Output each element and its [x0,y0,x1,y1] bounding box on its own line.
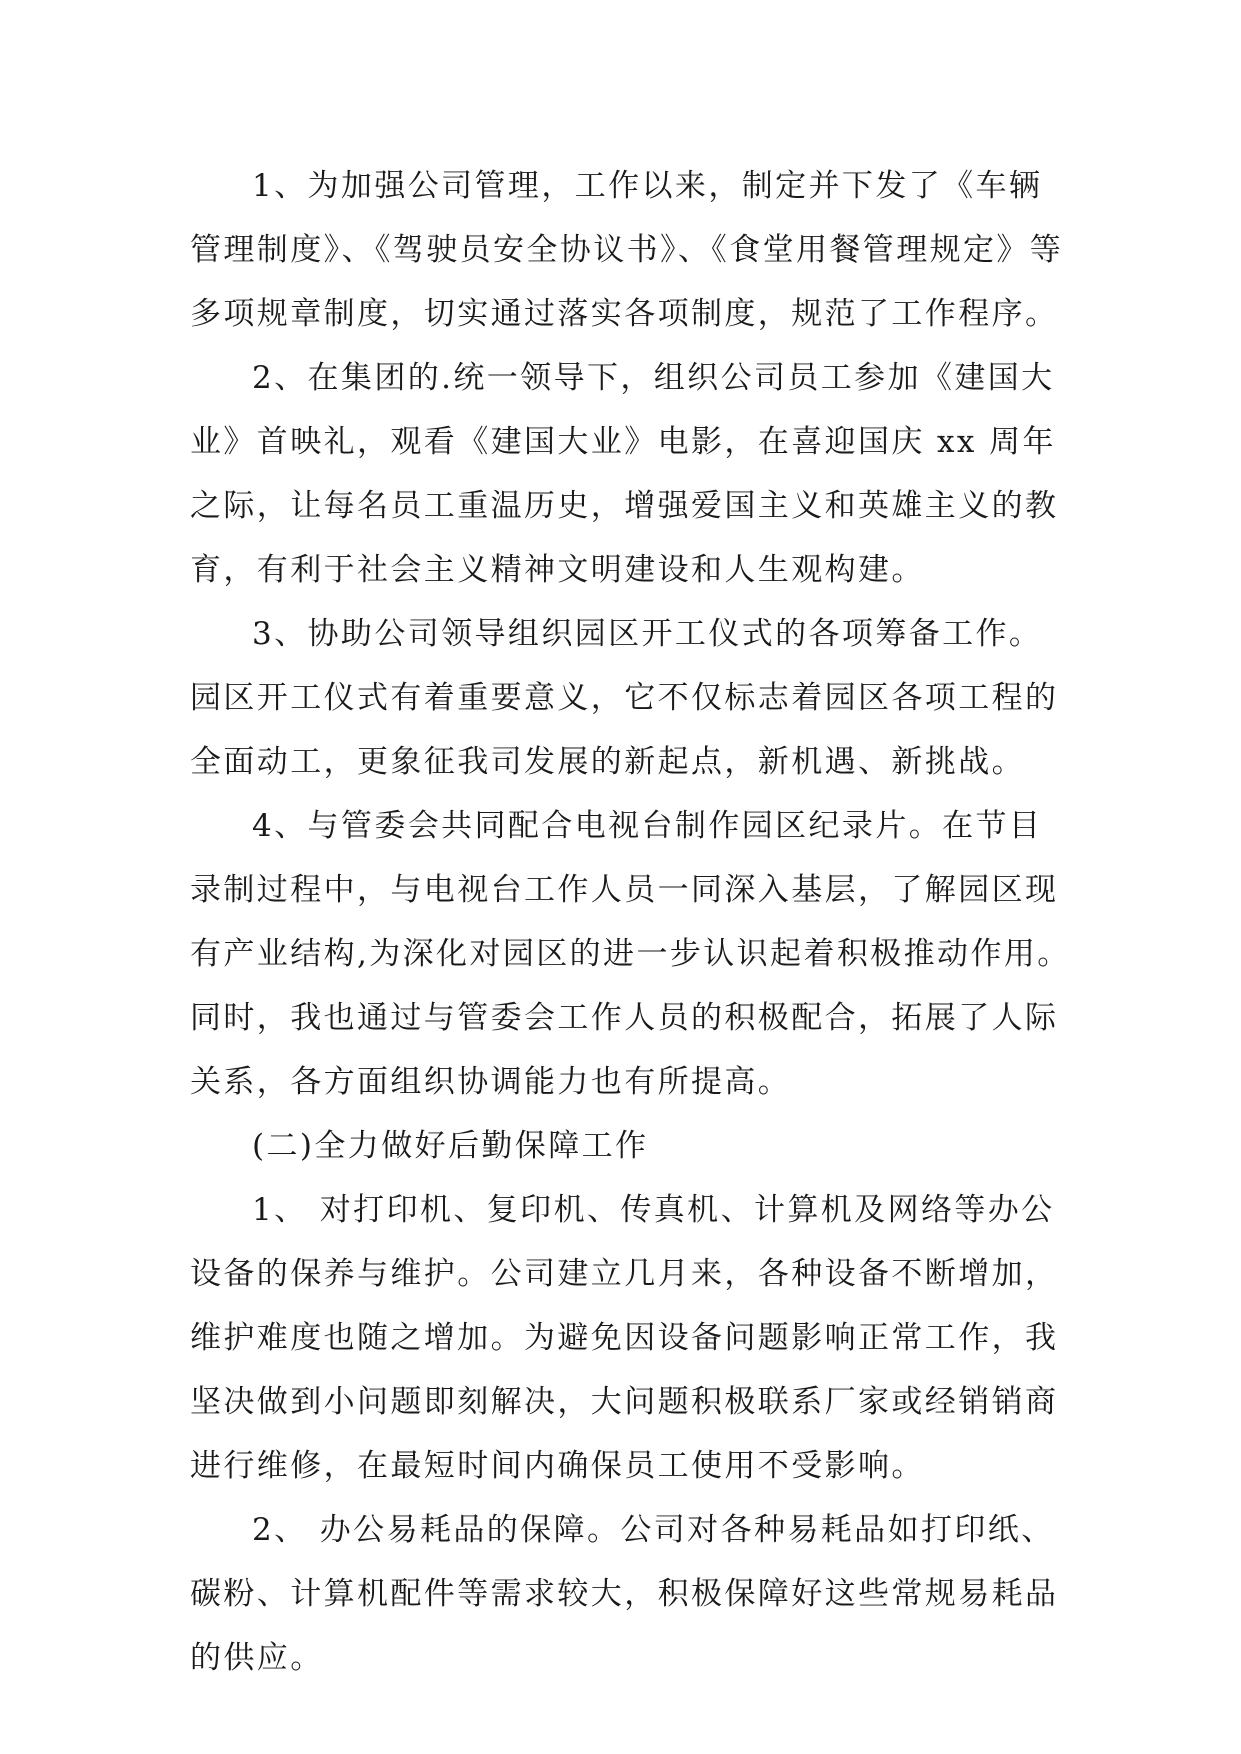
item-2-line-3: 之际，让每名员工重温历史，增强爱国主义和英雄主义的教 [190,488,1059,524]
logistics-item-1-line-3: 维护难度也随之增加。为避免因设备问题影响正常工作，我 [190,1320,1059,1356]
item-4-line-2: 录制过程中，与电视台工作人员一同深入基层，了解园区现 [190,872,1059,908]
item-2-line-4: 育，有利于社会主义精神文明建设和人生观构建。 [190,552,925,588]
item-1-line-1: 1、为加强公司管理，工作以来，制定并下发了《车辆 [252,168,1043,204]
item-1-line-3: 多项规章制度，切实通过落实各项制度，规范了工作程序。 [190,296,1059,332]
item-4-line-1: 4、与管委会共同配合电视台制作园区纪录片。在节目 [252,808,1043,844]
section-heading-logistics: (二)全力做好后勤保障工作 [252,1128,649,1164]
item-3-line-3: 全面动工，更象征我司发展的新起点，新机遇、新挑战。 [190,744,1025,780]
item-4-line-4: 同时，我也通过与管委会工作人员的积极配合，拓展了人际 [190,1000,1059,1036]
item-2-line-1: 2、在集团的.统一领导下，组织公司员工参加《建国大 [252,360,1055,396]
item-3-line-2: 园区开工仪式有着重要意义，它不仅标志着园区各项工程的 [190,680,1059,716]
item-4-line-5: 关系，各方面组织协调能力也有所提高。 [190,1064,792,1100]
logistics-item-1-line-5: 进行维修，在最短时间内确保员工使用不受影响。 [190,1448,925,1484]
item-3-line-1: 3、协助公司领导组织园区开工仪式的各项筹备工作。 [252,616,1043,652]
logistics-item-1-line-2: 设备的保养与维护。公司建立几月来，各种设备不断增加， [190,1256,1059,1292]
logistics-item-2-line-2: 碳粉、计算机配件等需求较大，积极保障好这些常规易耗品 [190,1576,1059,1612]
item-2-line-2: 业》首映礼，观看《建国大业》电影，在喜迎国庆 xx 周年 [190,424,1056,460]
logistics-item-1-line-1: 1、 对打印机、复印机、传真机、计算机及网络等办公 [252,1192,1055,1228]
logistics-item-2-line-3: 的供应。 [190,1640,324,1676]
logistics-item-2-line-1: 2、 办公易耗品的保障。公司对各种易耗品如打印纸、 [252,1512,1055,1548]
logistics-item-1-line-4: 坚决做到小问题即刻解决，大问题积极联系厂家或经销销商 [190,1384,1059,1420]
item-1-line-2: 管理制度》、《驾驶员安全协议书》、《食堂用餐管理规定》等 [190,232,1064,268]
item-4-line-3: 有产业结构,为深化对园区的进一步认识起着积极推动作用。 [190,936,1071,972]
